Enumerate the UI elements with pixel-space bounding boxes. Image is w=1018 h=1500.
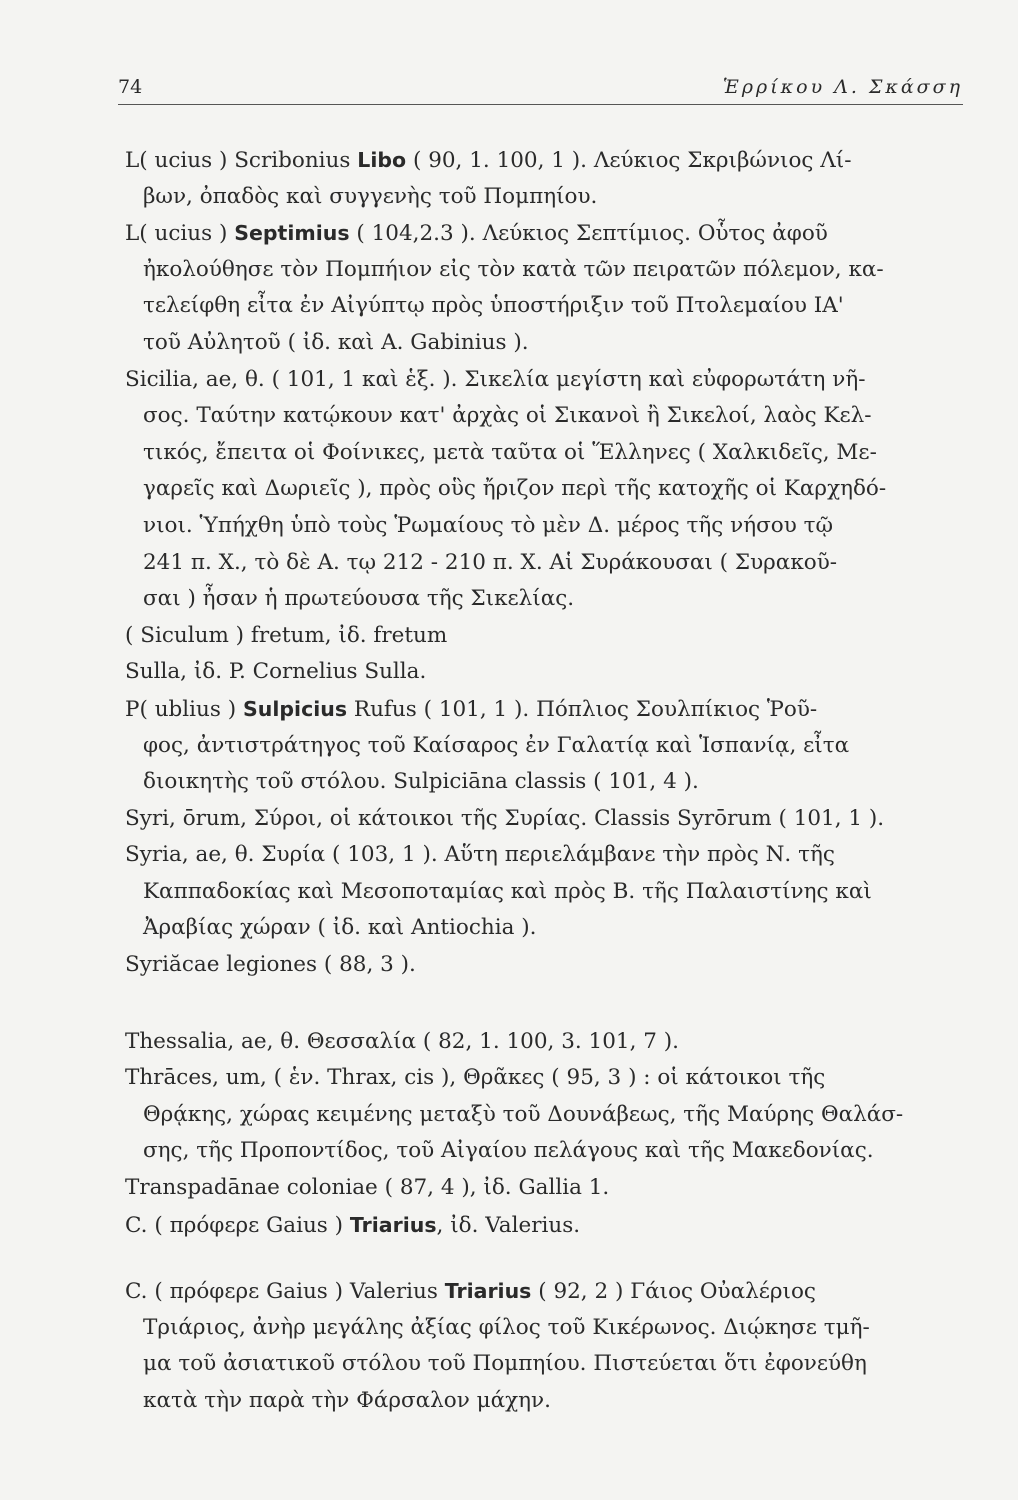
line-text: L( ucius ): [125, 221, 235, 247]
entry-line: [125, 837, 960, 874]
line-text: 241 π. Χ., τὸ δὲ Α. τῳ 212 - 210 π. Χ. Αἱ Συράκουσαι ( Συρακοῦ-: [143, 549, 838, 575]
entry-line: [125, 1346, 960, 1383]
entry-line: [125, 581, 960, 618]
headword: Septimius: [234, 221, 350, 246]
entry-line: [125, 1273, 960, 1310]
entry-line: [125, 288, 960, 325]
line-text: τελείφθη εἶτα ἐν Αἰγύπτῳ πρὸς ὑποστήριξιν τοῦ Πτολεμαίου ΙΑ': [143, 293, 844, 319]
body-text: [125, 142, 960, 1420]
entry-line: [125, 874, 960, 911]
line-text: τικός, ἔπειτα οἱ Φοίνικες, μετὰ ταῦτα οἱ Ἕλληνες ( Χαλκιδεῖς, Με-: [143, 439, 877, 465]
entry-line: [125, 764, 960, 801]
line-text: μα τοῦ ἀσιατικοῦ στόλου τοῦ Πομπηίου. Πιστεύεται ὅτι ἐφονεύθη: [143, 1351, 867, 1377]
entry-syriacae: [125, 947, 960, 984]
headword: Sulpicius: [243, 696, 348, 721]
headword: Triarius: [349, 1212, 437, 1237]
entry-line: [125, 508, 960, 545]
entry-line: [125, 1097, 960, 1134]
line-text: διοικητὴς τοῦ στόλου. Sulpiciāna classis ( 101, 4 ).: [143, 769, 699, 795]
entry-triarius: [125, 1273, 960, 1419]
line-text: σος. Ταύτην κατῴκουν κατ' ἀρχὰς οἱ Σικανοὶ ἢ Σικελοί, λαὸς Κελ-: [143, 403, 872, 429]
entry-line: [125, 910, 960, 947]
line-text: Θρᾴκης, χώρας κειμένης μεταξὺ τοῦ Δουνάβεως, τῆς Μαύρης Θαλάσ-: [143, 1101, 904, 1127]
line-text: Τριάριος, ἀνὴρ μεγάλης ἀξίας φίλος τοῦ Κικέρωνος. Διῴκησε τμῆ-: [143, 1314, 870, 1340]
line-text: C. ( πρόφερε Gaius ) Valerius: [125, 1279, 445, 1305]
line-text: Thessalia, ae, θ. Θεσσαλία ( 82, 1. 100, 3. 101, 7 ).: [125, 1028, 679, 1054]
entry-line: [125, 398, 960, 435]
entry-siculum: [125, 618, 960, 655]
line-text: Syria, ae, θ. Συρία ( 103, 1 ). Αὕτη περιελάμβανε τὴν πρὸς Ν. τῆς: [125, 842, 835, 868]
entry-thraces: [125, 1060, 960, 1170]
entry-line: [125, 252, 960, 289]
entry-sicilia: [125, 362, 960, 618]
entry-line: [125, 325, 960, 362]
entry-line: [125, 1207, 960, 1244]
line-text: νιοι. Ὑπήχθη ὑπὸ τοὺς Ῥωμαίους τὸ μὲν Δ. μέρος τῆς νήσου τῷ: [143, 512, 834, 538]
entry-line: [125, 471, 960, 508]
line-text: , ἰδ. Valerius.: [436, 1212, 581, 1238]
entry-line: [125, 545, 960, 582]
entry-septimius: [125, 215, 960, 361]
line-text: Transpadānae coloniae ( 87, 4 ), ἰδ. Gallia 1.: [125, 1175, 610, 1201]
line-text: Sicilia, ae, θ. ( 101, 1 καὶ ἑξ. ). Σικελία μεγίστη καὶ εὐφορωτάτη νῆ-: [125, 366, 866, 392]
entry-transpadanae: [125, 1170, 960, 1207]
headword: Triarius: [444, 1279, 532, 1304]
line-text: ( Siculum ) fretum, ἰδ. fretum: [125, 622, 448, 648]
line-text: C. ( πρόφερε Gaius ): [125, 1212, 350, 1238]
line-text: Rufus ( 101, 1 ). Πόπλιος Σουλπίκιος Ῥοῦ-: [347, 696, 818, 722]
line-text: L( ucius ) Scribonius: [125, 148, 358, 173]
entry-line: [125, 1060, 960, 1097]
entry-line: [125, 1024, 960, 1061]
entry-line: [125, 142, 960, 179]
entry-line: [125, 728, 960, 765]
line-text: Καππαδοκίας καὶ Μεσοποταμίας καὶ πρὸς Β. τῆς Παλαιστίνης καὶ: [143, 878, 872, 904]
line-text: Sulla, ἰδ. P. Cornelius Sulla.: [125, 659, 427, 685]
entry-triarius-ref: [125, 1207, 960, 1244]
line-text: P( ublius ): [125, 696, 243, 722]
line-text: φος, ἀντιστράτηγος τοῦ Καίσαρος ἐν Γαλατίᾳ καὶ Ἱσπανίᾳ, εἶτα: [143, 732, 850, 758]
line-text: ( 92, 2 ) Γάιος Οὐαλέριος: [531, 1279, 816, 1305]
entry-line: [125, 1133, 960, 1170]
entry-libo: [125, 142, 960, 215]
page-header: [118, 72, 963, 105]
entry-line: [125, 947, 960, 984]
line-text: ( 104,2.3 ). Λεύκιος Σεπτίμιος. Οὗτος ἀφοῦ: [349, 221, 828, 247]
entry-syria: [125, 837, 960, 947]
entry-line: [125, 1383, 960, 1420]
line-text: ( 90, 1. 100, 1 ). Λεύκιος Σκριβώνιος Λί-: [406, 148, 852, 173]
line-text: γαρεῖς καὶ Δωριεῖς ), πρὸς οὓς ἤριζον περὶ τῆς κατοχῆς οἱ Καρχηδό-: [143, 476, 887, 502]
page-number: 74: [118, 76, 143, 98]
line-text: ἠκολούθησε τὸν Πομπήιον εἰς τὸν κατὰ τῶν πειρατῶν πόλεμον, κα-: [143, 256, 884, 282]
entry-sulla: [125, 654, 960, 691]
entry-syri: [125, 801, 960, 838]
line-text: τοῦ Αὐλητοῦ ( ἰδ. καὶ A. Gabinius ).: [143, 329, 529, 355]
line-text: κατὰ τὴν παρὰ τὴν Φάρσαλον μάχην.: [143, 1388, 551, 1413]
running-head: Ἑρρίκου Λ. Σκάσση: [722, 76, 963, 98]
line-text: Syri, ōrum, Σύροι, οἱ κάτοικοι τῆς Συρίας. Classis Syrōrum ( 101, 1 ).: [125, 805, 885, 831]
line-text: Syriăcae legiones ( 88, 3 ).: [125, 952, 416, 978]
entry-line: [125, 435, 960, 472]
entry-line: [125, 1170, 960, 1207]
section-gap: [125, 1243, 960, 1273]
entry-line: [125, 179, 960, 216]
line-text: σαι ) ἦσαν ἡ πρωτεύουσα τῆς Σικελίας.: [143, 586, 575, 612]
line-text: σης, τῆς Προποντίδος, τοῦ Αἰγαίου πελάγους καὶ τῆς Μακεδονίας.: [143, 1138, 874, 1164]
entry-line: [125, 1310, 960, 1347]
entry-line: [125, 215, 960, 252]
line-text: Ἀραβίας χώραν ( ἰδ. καὶ Antiochia ).: [143, 915, 537, 941]
line-text: Thrāces, um, ( ἑν. Thrax, cis ), Θρᾶκες ( 95, 3 ) : οἱ κάτοικοι τῆς: [125, 1065, 826, 1091]
entry-line: [125, 618, 960, 655]
entry-thessalia: [125, 1024, 960, 1061]
entry-line: [125, 362, 960, 399]
entry-line: [125, 691, 960, 728]
headword: Libo: [357, 148, 407, 172]
section-gap: [125, 984, 960, 1024]
entry-line: [125, 801, 960, 838]
line-text: βων, ὀπαδὸς καὶ συγγενὴς τοῦ Πομπηίου.: [143, 183, 598, 209]
entry-sulpicius: [125, 691, 960, 801]
entry-line: [125, 654, 960, 691]
